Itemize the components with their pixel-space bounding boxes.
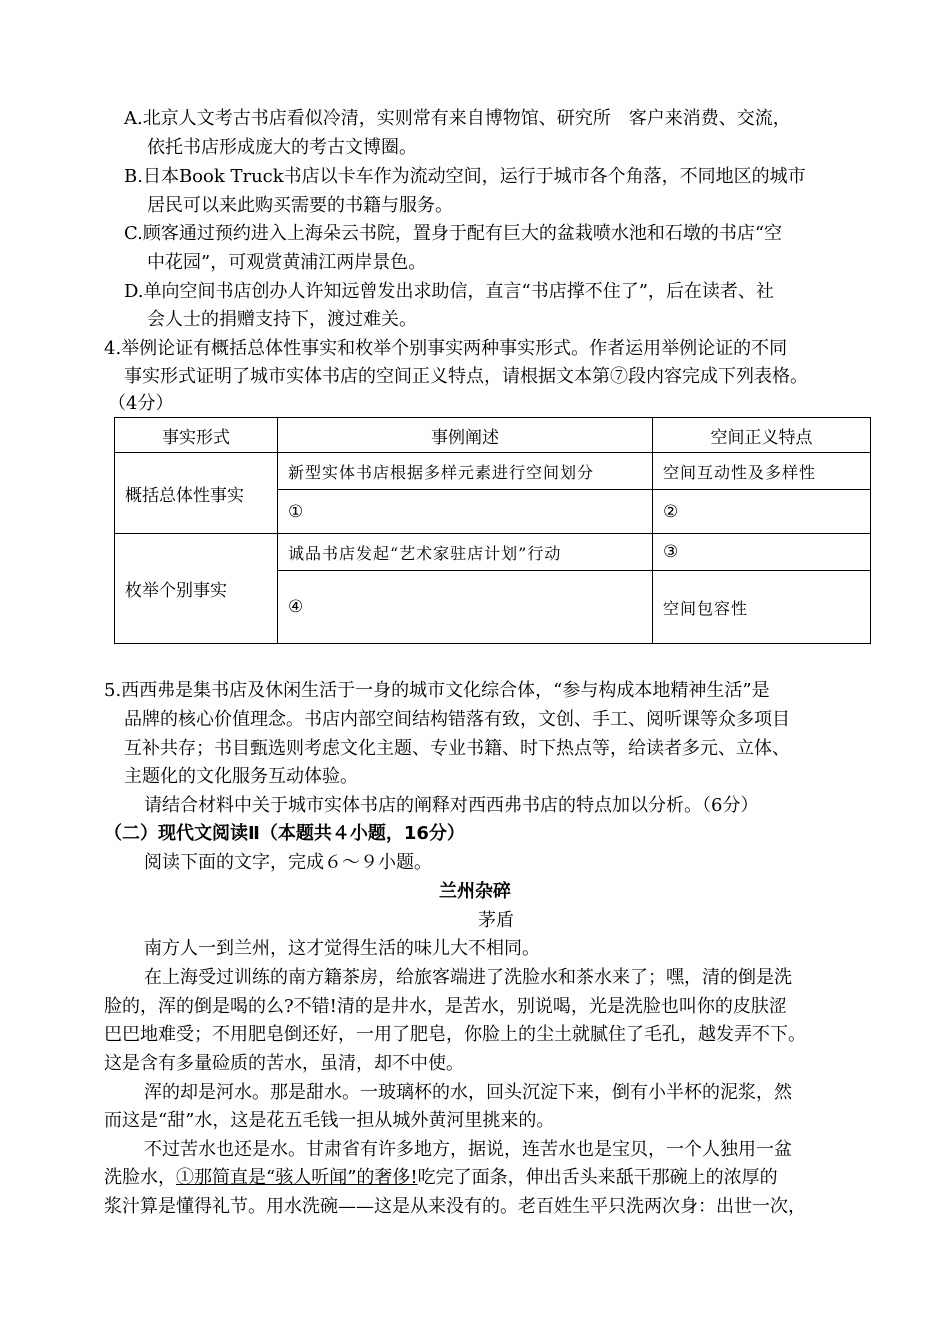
- article-title: 兰州杂碎: [439, 881, 511, 902]
- underlined-sentence-1: ①那简直是“骇人听闻”的奢侈!: [176, 1167, 418, 1188]
- paragraph-4-text: 洗脸水，: [104, 1167, 176, 1188]
- question-4-line1: 4.举例论证有概括总体性事实和枚举个别事实两种事实形式。作者运用举例论证的不同: [104, 338, 788, 359]
- option-d-line1: D.单向空间书店创办人许知远曾发出求助信，直言“书店撑不住了”，后在读者、社: [124, 281, 774, 302]
- question-5-line1: 5.西西弗是集书店及休闲生活于一身的城市文化综合体，“参与构成本地精神生活”是: [104, 680, 770, 701]
- article-author: 茅盾: [478, 910, 514, 931]
- paragraph-4-line2: [104, 1166, 778, 1190]
- table-row: [115, 453, 871, 490]
- option-a-line2: 依托书店形成庞大的考古文博圈。: [147, 137, 417, 158]
- answer-blank-4[interactable]: ④: [278, 571, 653, 644]
- question-5-line4: 主题化的文化服务互动体验。: [124, 766, 358, 787]
- option-d-line2: 会人士的捐赠支持下，渡过难关。: [147, 309, 417, 330]
- paragraph-1: 南方人一到兰州，这才觉得生活的味儿大不相同。: [144, 938, 540, 959]
- option-c-line1: C.顾客通过预约进入上海朵云书院，置身于配有巨大的盆栽喷水池和石墩的书店“空: [124, 223, 783, 244]
- paragraph-4-line3: 浆汁算是懂得礼节。用水洗碗——这是从来没有的。老百姓生平只洗两次身：出世一次，: [104, 1196, 806, 1217]
- option-b-line2: 居民可以来此购买需要的书籍与服务。: [147, 195, 453, 216]
- cell-feature: 空间互动性及多样性: [653, 453, 871, 490]
- paragraph-3-line1: 浑的却是河水。那是甜水。一玻璃杯的水，回头沉淀下来，倒有小半杯的泥浆，然: [144, 1082, 792, 1103]
- paragraph-3-line2: 而这是“甜”水，这是花五毛钱一担从城外黄河里挑来的。: [104, 1110, 555, 1131]
- table-header-row: [115, 418, 871, 453]
- section-heading: （二）现代文阅读Ⅱ（本题共４小题，16分）: [104, 823, 465, 844]
- paragraph-2-line3: 巴巴地难受；不用肥皂倒还好，一用了肥皂，你脸上的尘土就腻住了毛孔，越发弄不下。: [104, 1024, 806, 1045]
- question-4-line2: 事实形式证明了城市实体书店的空间正义特点，请根据文本第⑦段内容完成下列表格。: [124, 366, 808, 387]
- header-fact-form: 事实形式: [115, 418, 278, 453]
- paragraph-2-line1: 在上海受过训练的南方籍茶房，给旅客端进了洗脸水和茶水来了；嘿，清的倒是洗: [144, 967, 792, 988]
- answer-blank-3[interactable]: ③: [653, 534, 871, 571]
- table-row: [115, 534, 871, 571]
- cell-form-individual: 枚举个别事实: [115, 534, 278, 644]
- cell-example: 诚品书店发起“艺术家驻店计划”行动: [278, 534, 653, 571]
- cell-example: 新型实体书店根据多样元素进行空间划分: [278, 453, 653, 490]
- answer-blank-2[interactable]: ②: [653, 490, 871, 534]
- paragraph-4-line1: 不过苦水也还是水。甘肃省有许多地方，据说，连苦水也是宝贝，一个人独用一盆: [144, 1139, 792, 1160]
- option-a-line1: A.北京人文考古书店看似冷清，实则常有来自博物馆、研究所 客户来消费、交流，: [124, 108, 791, 129]
- section-instruction: 阅读下面的文字，完成６～９小题。: [144, 852, 432, 873]
- paragraph-4-text: 吃完了面条，伸出舌头来舐干那碗上的浓厚的: [417, 1167, 778, 1188]
- facts-table: [114, 417, 871, 644]
- question-4-score: （4分）: [108, 393, 174, 414]
- cell-form-general: 概括总体性事实: [115, 453, 278, 534]
- question-5-line3: 互补共存；书目甄选则考虑文化主题、专业书籍、时下热点等，给读者多元、立体、: [124, 738, 790, 759]
- option-c-line2: 中花园”，可观赏黄浦江两岸景色。: [147, 252, 427, 273]
- header-example: 事例阐述: [278, 418, 653, 453]
- header-feature: 空间正义特点: [653, 418, 871, 453]
- answer-blank-1[interactable]: ①: [278, 490, 653, 534]
- option-b-line1: B.日本Book Truck书店以卡车作为流动空间，运行于城市各个角落，不同地区的城市: [124, 166, 806, 187]
- question-5-prompt: 请结合材料中关于城市实体书店的阐释对西西弗书店的特点加以分析。（6分）: [144, 795, 759, 816]
- cell-feature: 空间包容性: [653, 571, 871, 644]
- paragraph-2-line4: 这是含有多量硷质的苦水，虽清，却不中使。: [104, 1053, 464, 1074]
- question-5-line2: 品牌的核心价值理念。书店内部空间结构错落有致，文创、手工、阅听课等众多项目: [124, 709, 790, 730]
- paragraph-2-line2: 脸的，浑的倒是喝的么?不错!清的是井水，是苦水，别说喝，光是洗脸也叫你的皮肤涩: [104, 996, 787, 1017]
